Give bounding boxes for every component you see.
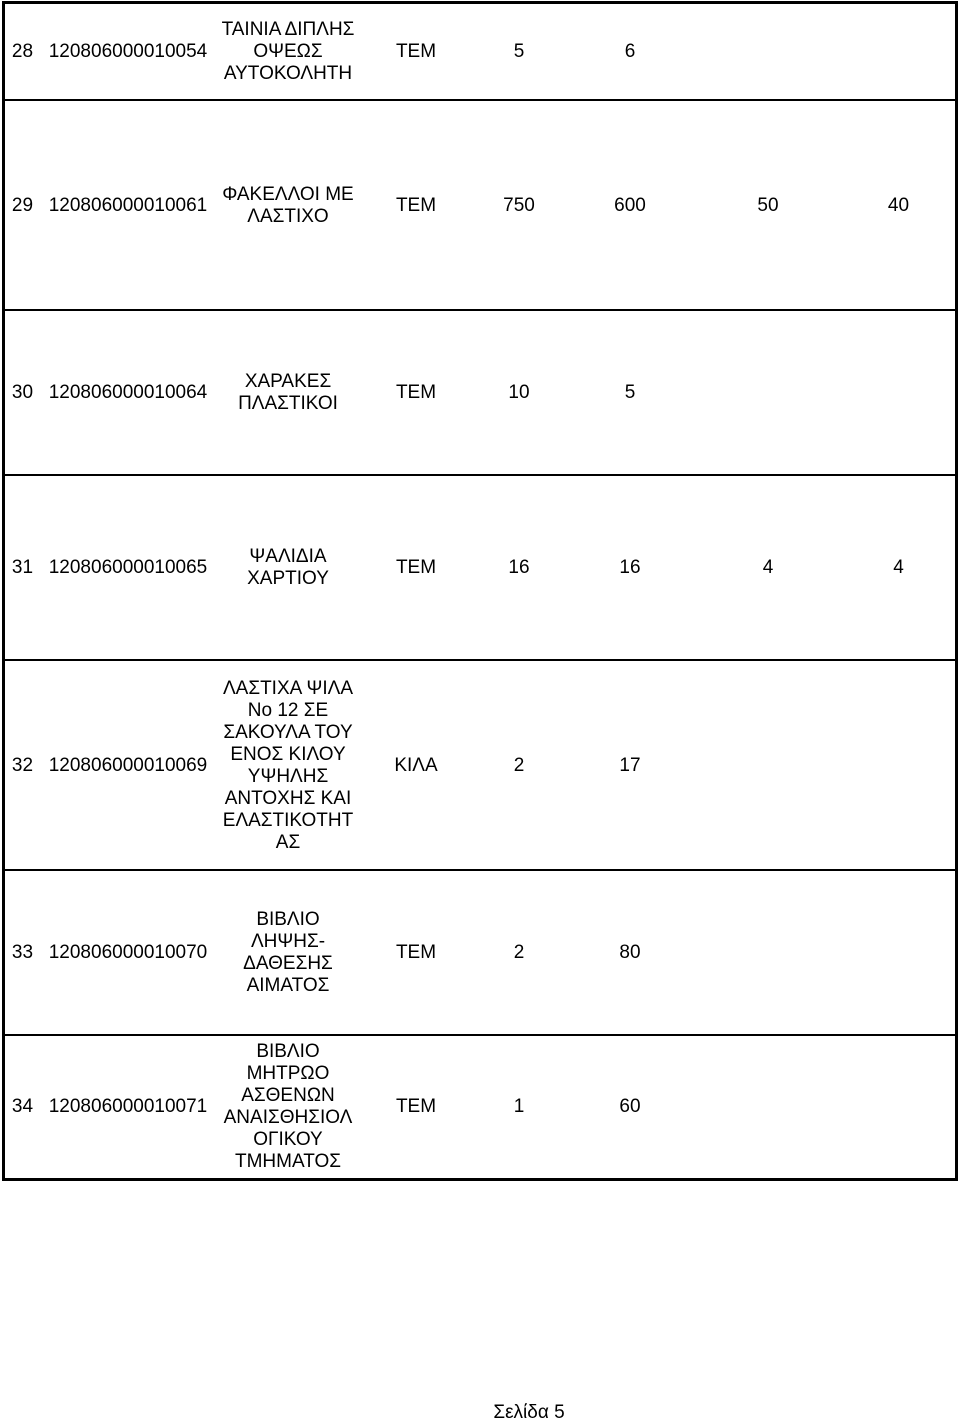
quantity-value: 5 bbox=[513, 41, 525, 62]
quantity-value: 50 bbox=[757, 194, 779, 216]
description-line: ΟΓΙΚΟΥ bbox=[253, 1129, 323, 1150]
quantity-value: 6 bbox=[624, 41, 636, 62]
quantity-value: 2 bbox=[513, 754, 525, 776]
description-line: ΑΝΑΙΣΘΗΣΙΟΛ bbox=[223, 1107, 353, 1128]
quantity-value bbox=[842, 4, 955, 100]
description-line: No 12 ΣΕ bbox=[247, 699, 329, 721]
item-code: 120806000010054 bbox=[48, 41, 208, 62]
description-line: ΔΑΘΕΣΗΣ bbox=[243, 953, 333, 974]
quantity-value: 40 bbox=[887, 194, 910, 216]
quantity-value bbox=[694, 1036, 842, 1178]
description-line: ΕΛΑΣΤΙΚΟΤΗΤ bbox=[222, 809, 354, 831]
description-line: ΛΑΣΤΙΧΟ bbox=[247, 205, 329, 227]
quantity-value: 16 bbox=[508, 557, 530, 578]
description-line: ΑΣΘΕΝΩΝ bbox=[241, 1085, 335, 1106]
unit: ΤΕΜ bbox=[395, 557, 437, 578]
item-description bbox=[216, 1036, 360, 1178]
description-line: ΠΛΑΣΤΙΚΟΙ bbox=[238, 393, 338, 414]
description-line: ΥΨΗΛΗΣ bbox=[247, 765, 329, 787]
quantity-value: 10 bbox=[508, 382, 530, 403]
item-number: 34 bbox=[11, 1096, 34, 1117]
item-number: 30 bbox=[11, 382, 34, 403]
item-code: 120806000010064 bbox=[48, 382, 208, 403]
description-line: ΑΙΜΑΤΟΣ bbox=[246, 975, 330, 996]
item-number: 31 bbox=[11, 557, 34, 578]
quantity-value: 60 bbox=[619, 1096, 641, 1117]
description-line: ΧΑΡΤΙΟΥ bbox=[247, 568, 329, 589]
description-line: ΑΥΤΟΚΟΛΗΤΗ bbox=[223, 63, 353, 84]
unit: ΤΕΜ bbox=[395, 194, 437, 216]
quantity-value bbox=[694, 311, 842, 475]
quantity-value bbox=[694, 661, 842, 870]
item-description bbox=[216, 476, 360, 660]
table-row bbox=[2, 99, 958, 310]
quantity-value bbox=[842, 1036, 955, 1178]
quantity-value: 2 bbox=[513, 942, 525, 963]
quantity-value bbox=[694, 4, 842, 100]
description-line: ΕΝΟΣ ΚΙΛΟΥ bbox=[230, 743, 346, 765]
quantity-value: 750 bbox=[503, 194, 535, 216]
item-code: 120806000010061 bbox=[48, 194, 208, 216]
item-number: 28 bbox=[11, 41, 34, 62]
description-line: ΜΗΤΡΩΟ bbox=[246, 1063, 330, 1084]
description-line: ΨΑΛΙΔΙΑ bbox=[249, 546, 327, 567]
unit: ΚΙΛΑ bbox=[394, 754, 438, 776]
item-code: 120806000010065 bbox=[48, 557, 208, 578]
description-line: ΒΙΒΛΙΟ bbox=[256, 1041, 320, 1062]
quantity-value bbox=[842, 871, 955, 1035]
item-code: 120806000010069 bbox=[48, 754, 208, 776]
description-line: ΤΜΗΜΑΤΟΣ bbox=[234, 1151, 342, 1172]
table-row bbox=[2, 474, 958, 660]
description-line: ΣΑΚΟΥΛΑ ΤΟΥ bbox=[223, 721, 353, 743]
quantity-value: 16 bbox=[619, 557, 641, 578]
description-line: ΑΝΤΟΧΗΣ ΚΑΙ bbox=[224, 787, 352, 809]
quantity-value bbox=[842, 661, 955, 870]
unit: ΤΕΜ bbox=[395, 942, 437, 963]
description-line: ΤΑΙΝΙΑ ΔΙΠΛΗΣ bbox=[221, 19, 355, 40]
unit: ΤΕΜ bbox=[395, 41, 437, 62]
quantity-value: 4 bbox=[762, 557, 774, 578]
item-description bbox=[216, 101, 360, 310]
description-line: ΒΙΒΛΙΟ bbox=[256, 909, 320, 930]
table-row bbox=[2, 309, 958, 475]
item-number: 33 bbox=[11, 942, 34, 963]
item-description bbox=[216, 661, 360, 870]
description-line: ΦΑΚΕΛΛΟΙ ΜΕ bbox=[222, 183, 354, 205]
description-line: ΛΗΨΗΣ- bbox=[250, 931, 326, 952]
description-line: ΟΨΕΩΣ bbox=[253, 41, 323, 62]
quantity-value bbox=[694, 871, 842, 1035]
quantity-value: 17 bbox=[619, 754, 641, 776]
description-line: ΛΑΣΤΙΧΑ ΨΙΛΑ bbox=[222, 677, 354, 699]
item-description bbox=[216, 871, 360, 1035]
quantity-value: 4 bbox=[893, 557, 904, 578]
table-row bbox=[2, 659, 958, 870]
item-description bbox=[216, 4, 360, 100]
item-code: 120806000010071 bbox=[48, 1096, 208, 1117]
quantity-value: 1 bbox=[513, 1096, 525, 1117]
item-number: 29 bbox=[11, 194, 34, 216]
table-row bbox=[2, 1, 958, 100]
quantity-value: 5 bbox=[624, 382, 636, 403]
item-number: 32 bbox=[11, 754, 34, 776]
table-row bbox=[2, 1034, 958, 1181]
item-description bbox=[216, 311, 360, 475]
description-line: ΑΣ bbox=[275, 831, 301, 853]
unit: ΤΕΜ bbox=[395, 382, 437, 403]
quantity-value: 600 bbox=[614, 194, 646, 216]
description-line: ΧΑΡΑΚΕΣ bbox=[244, 371, 332, 392]
table-row bbox=[2, 869, 958, 1035]
item-code: 120806000010070 bbox=[48, 942, 208, 963]
quantity-value: 80 bbox=[619, 942, 641, 963]
page-number: Σελίδα 5 bbox=[493, 1402, 565, 1423]
unit: ΤΕΜ bbox=[395, 1096, 437, 1117]
quantity-value bbox=[842, 311, 955, 475]
